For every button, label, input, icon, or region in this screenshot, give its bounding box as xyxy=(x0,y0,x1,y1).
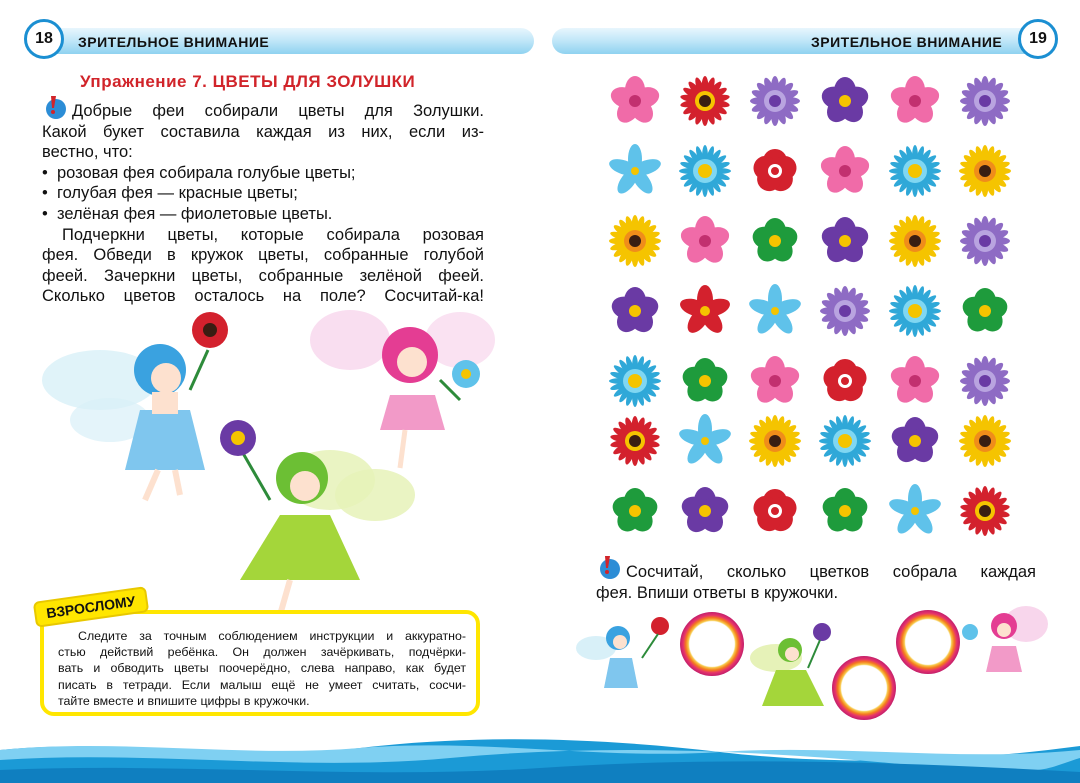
flower-pink[interactable] xyxy=(748,354,802,408)
task-line: Сколько цветов осталось на поле? Сосчитай-ка! xyxy=(42,287,484,306)
flower-blue-daisy[interactable] xyxy=(818,414,872,468)
intro-line: Добрые феи собирали цветы для Золушки. xyxy=(72,102,484,120)
flower-purple-daisy[interactable] xyxy=(958,214,1012,268)
count-task-text xyxy=(596,562,1036,603)
adult-line: тайте вместе и впишите цифры в кружочки. xyxy=(58,693,310,708)
flower-pink[interactable] xyxy=(888,74,942,128)
flower-blue-daisy[interactable] xyxy=(888,144,942,198)
exercise-intro xyxy=(42,101,484,307)
answer-ring xyxy=(680,612,744,676)
bullet-item xyxy=(42,204,484,225)
flower-purple-daisy[interactable] xyxy=(818,284,872,338)
count-line: фея. Впиши ответы в кружочки. xyxy=(596,583,839,602)
bottom-waves-decoration xyxy=(0,736,1080,783)
right-header-title: ЗРИТЕЛЬНОЕ ВНИМАНИЕ xyxy=(811,34,1003,50)
flower-blue[interactable] xyxy=(748,284,802,338)
bullet-item xyxy=(42,163,484,184)
flower-blue[interactable] xyxy=(888,484,942,538)
bullet-text: розовая фея собирала голубые цветы; xyxy=(56,163,356,182)
flower-blue-daisy[interactable] xyxy=(888,284,942,338)
flower-red[interactable] xyxy=(678,284,732,338)
flower-purple[interactable] xyxy=(608,284,662,338)
adult-line: вать и обводить цветы поочерёдно, слева направо, как будет xyxy=(58,661,466,676)
flower-pink[interactable] xyxy=(678,214,732,268)
fairies-illustration xyxy=(40,300,500,620)
bullet-symbol: • xyxy=(42,163,48,182)
adult-line: писать в тетради. Если малыш ещё не умеет считать, сосчи- xyxy=(58,677,466,692)
flower-blue[interactable] xyxy=(608,144,662,198)
flower-purple[interactable] xyxy=(818,74,872,128)
left-page-number: 18 xyxy=(24,19,64,59)
exercise-title: Упражнение 7. ЦВЕТЫ ДЛЯ ЗОЛУШКИ xyxy=(80,72,416,91)
flower-pink[interactable] xyxy=(888,354,942,408)
flower-yellow-sun[interactable] xyxy=(748,414,802,468)
flower-purple[interactable] xyxy=(818,214,872,268)
adult-line: Следите за точным соблюдением инструкции и аккуратно- xyxy=(78,629,466,643)
flower-purple-daisy[interactable] xyxy=(958,354,1012,408)
flower-green[interactable] xyxy=(748,214,802,268)
answer-ring xyxy=(896,610,960,674)
flower-blue-daisy[interactable] xyxy=(608,354,662,408)
flower-green[interactable] xyxy=(958,284,1012,338)
flower-blue[interactable] xyxy=(678,414,732,468)
flower-yellow-sun[interactable] xyxy=(888,214,942,268)
task-line: феей. Зачеркни цветы, собранные зелёной феей. xyxy=(42,266,484,285)
flower-yellow-sun[interactable] xyxy=(608,214,662,268)
flower-pink[interactable] xyxy=(818,144,872,198)
flower-pink[interactable] xyxy=(608,74,662,128)
left-header-title: ЗРИТЕЛЬНОЕ ВНИМАНИЕ xyxy=(78,34,270,50)
flower-green[interactable] xyxy=(678,354,732,408)
flower-purple[interactable] xyxy=(678,484,732,538)
adult-note-tag: ВЗРОСЛОМУ xyxy=(33,586,149,628)
bullet-text: зелёная фея — фиолетовые цветы. xyxy=(56,204,333,223)
flower-red-swirl[interactable] xyxy=(818,354,872,408)
right-page-number: 19 xyxy=(1018,19,1058,59)
flower-yellow-sun[interactable] xyxy=(958,144,1012,198)
flower-red-gerbera[interactable] xyxy=(678,74,732,128)
flower-green[interactable] xyxy=(818,484,872,538)
bullet-symbol: • xyxy=(42,204,48,223)
flower-green[interactable] xyxy=(608,484,662,538)
adult-note-text xyxy=(58,628,466,709)
bullet-item xyxy=(42,183,484,204)
adult-line: стью действий ребёнка. Он должен зачёркивать, подчёрки- xyxy=(58,645,466,660)
intro-line: вестно, что: xyxy=(42,143,133,162)
flower-blue-daisy[interactable] xyxy=(678,144,732,198)
flower-purple-daisy[interactable] xyxy=(958,74,1012,128)
bullet-symbol: • xyxy=(42,184,48,203)
flower-purple[interactable] xyxy=(888,414,942,468)
flower-red-swirl[interactable] xyxy=(748,484,802,538)
answer-rings-illustration xyxy=(576,598,1056,738)
count-line: Сосчитай, сколько цветков собрала каждая xyxy=(626,563,1036,581)
flower-grid xyxy=(608,74,1028,544)
flower-red-gerbera[interactable] xyxy=(958,484,1012,538)
flower-yellow-sun[interactable] xyxy=(958,414,1012,468)
task-line: фея. Обведи в кружок цветы, собранные голубой xyxy=(42,246,484,265)
task-line: Подчеркни цветы, которые собирала розовая xyxy=(62,225,484,244)
flower-red-swirl[interactable] xyxy=(748,144,802,198)
intro-line: Какой букет составила каждая из них, если из- xyxy=(42,122,484,141)
bullet-text: голубая фея — красные цветы; xyxy=(56,184,298,203)
flower-purple-daisy[interactable] xyxy=(748,74,802,128)
answer-ring xyxy=(832,656,896,720)
flower-red-gerbera[interactable] xyxy=(608,414,662,468)
